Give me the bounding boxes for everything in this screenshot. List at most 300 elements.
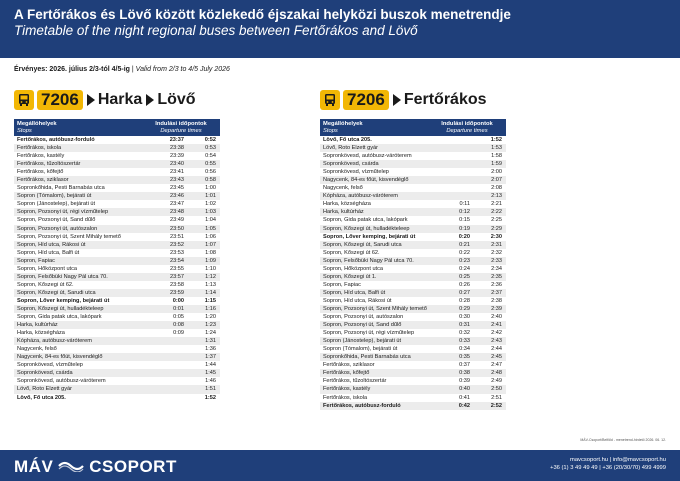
table-row (320, 361, 506, 369)
departure-time-2: 1:52 (490, 137, 502, 143)
departure-time-1: 23:41 (170, 169, 184, 176)
bus-icon (320, 90, 340, 110)
stop-name: Sopron, Kőszegi út 1. (323, 273, 377, 280)
table-row (320, 257, 506, 265)
departure-time-1: 0:39 (459, 378, 470, 385)
departure-time-2: 1:20 (205, 314, 216, 321)
departure-time-2: 2:35 (491, 273, 502, 280)
departure-time-1 (428, 168, 470, 176)
departure-time-1: 0:31 (459, 322, 470, 329)
departure-time-2: 2:34 (491, 265, 502, 272)
stop-name: Nagycenk, 84-es főút, kisvendéglő (323, 177, 409, 184)
departure-time-2: 0:53 (205, 145, 216, 152)
departure-time-1 (428, 144, 470, 152)
departure-time-2: 1:45 (205, 370, 216, 377)
times-header-hu: Indulási időpontok (441, 121, 493, 127)
contact-line-phone: +36 (1) 3 49 49 49 | +36 (20/30/70) 499 4999 (550, 465, 666, 471)
table-row (14, 192, 220, 200)
validity-english: Valid from 2/3 to 4/5 July 2026 (135, 66, 230, 73)
departure-time-1 (142, 377, 184, 385)
stop-name: Sopron, Pozsonyi út, autószalon (323, 314, 404, 321)
stop-name: Harka, kultúrház (323, 209, 364, 216)
departure-time-2: 2:22 (491, 209, 502, 216)
stop-name: Fertőrákos, kőfejtő (323, 370, 370, 377)
table-row (14, 289, 220, 297)
table-row (14, 200, 220, 208)
table-row (320, 233, 506, 241)
departure-time-2: 2:13 (491, 193, 502, 200)
table-row (14, 136, 220, 144)
route-number: 7206 (343, 90, 389, 110)
departure-time-1: 0:01 (173, 305, 184, 312)
departure-time-2: 1:01 (205, 193, 216, 200)
table-row (320, 216, 506, 224)
arrow-right-icon (146, 94, 154, 106)
mav-logo (14, 457, 177, 477)
stop-name: Sopron, Híd utca, Balfi út (17, 249, 80, 256)
departure-time-1: 0:40 (459, 386, 470, 393)
stop-name: Sopron, Kőszegi út, Sarudi utca (323, 241, 402, 248)
departure-time-1: 0:37 (459, 362, 470, 369)
table-header (320, 119, 506, 136)
stop-name: Sopron, Pozsonyi út, Sand dűlő (17, 217, 96, 224)
stop-name: Sopron, Felsőbüki Nagy Pál utca 70. (323, 257, 414, 264)
departure-time-2: 2:30 (490, 233, 502, 240)
route-direction-final: Lövő (157, 91, 196, 108)
table-row (14, 168, 220, 176)
stops-header-en: Stops (17, 128, 32, 134)
departure-time-1 (428, 184, 470, 192)
stop-name: Fertőrákos, tűzoltószertár (17, 161, 81, 168)
departure-time-2: 2:33 (491, 257, 502, 264)
departure-time-1: 23:54 (170, 257, 184, 264)
stop-name: Sopron, Felsőbüki Nagy Pál utca 70. (17, 273, 108, 280)
logo-text-left: MÁV (14, 457, 54, 476)
table-row (14, 385, 220, 393)
table-row (14, 337, 220, 345)
arrow-right-icon (87, 94, 95, 106)
timetable-left (14, 119, 220, 402)
table-row (320, 369, 506, 377)
departure-time-1: 0:20 (458, 233, 470, 240)
table-row (320, 136, 506, 144)
table-row (14, 144, 220, 152)
departure-time-1 (428, 160, 470, 168)
stop-name: Sopron, Fapiac (17, 257, 55, 264)
departure-time-2: 1:36 (205, 346, 216, 353)
stop-name: Lövő, Roto Elzett gyár (17, 386, 73, 393)
departure-time-2: 2:07 (491, 177, 502, 184)
table-row (320, 321, 506, 329)
print-note: MÁV-Csoport/Belföld - menetrend-hirdető 2026. 06. 12. (580, 438, 666, 442)
departure-time-2: 0:56 (205, 169, 216, 176)
table-row (320, 377, 506, 385)
departure-time-2: 2:25 (491, 217, 502, 224)
stop-name: Fertőrákos, sziklasor (323, 362, 375, 369)
times-header (142, 119, 220, 136)
table-row (14, 281, 220, 289)
title-hungarian: A Fertőrákos és Lövő között közlekedő éjszakai helyközi buszok menetrendje (14, 7, 511, 22)
departure-time-1 (142, 369, 184, 377)
departure-time-1: 23:40 (170, 161, 184, 168)
stop-name: Lövő, Roto Elzett gyár (323, 145, 379, 152)
departure-time-1: 23:46 (170, 193, 184, 200)
stop-name: Sopron (Tómalom), bejárati út (323, 346, 398, 353)
times-header-en: Departure times (446, 128, 488, 134)
departure-time-1: 0:30 (459, 314, 470, 321)
departure-time-2: 2:45 (491, 354, 502, 361)
departure-time-1: 0:12 (459, 209, 470, 216)
departure-time-2: 1:37 (205, 354, 216, 361)
stop-name: Sopronkövesd, vízműtelep (17, 362, 83, 369)
stop-name: Sopron, Kőszegi út 62. (323, 249, 380, 256)
departure-time-2: 1:07 (205, 241, 216, 248)
stop-name: Fertőrákos, autóbusz-forduló (17, 137, 95, 143)
stop-name: Sopron, Pozsonyi út, Szent Mihály temető (17, 233, 121, 240)
departure-time-2: 1:31 (205, 338, 216, 345)
departure-time-2: 1:03 (205, 209, 216, 216)
departure-time-2: 0:55 (205, 161, 216, 168)
stop-name: Sopron (Jánostelep), bejárati út (323, 338, 402, 345)
table-row (320, 176, 506, 184)
departure-time-2: 1:06 (205, 233, 216, 240)
departure-time-1: 23:38 (170, 145, 184, 152)
stop-name: Sopron, Pozsonyi út, régi vízműtelep (17, 209, 109, 216)
departure-time-2: 2:29 (491, 225, 502, 232)
title-english: Timetable of the night regional buses between Fertőrákos and Lövő (14, 23, 418, 38)
table-row (320, 144, 506, 152)
departure-time-2: 2:50 (491, 386, 502, 393)
stops-header-hu: Megállóhelyek (17, 121, 57, 127)
stop-name: Lövő, Fő utca 205. (17, 394, 66, 401)
departure-time-1: 23:50 (170, 225, 184, 232)
departure-time-1: 23:48 (170, 209, 184, 216)
stop-name: Sopronkőhida, Pesti Barnabás utca (323, 354, 411, 361)
stop-name: Sopron, Fapiac (323, 281, 361, 288)
stop-name: Sopron, Kőszegi út, Sarudi utca (17, 289, 96, 296)
logo-text-right: CSOPORT (89, 457, 177, 476)
stop-name: Sopron, Hőközpont utca (17, 265, 78, 272)
departure-time-2: 2:48 (491, 370, 502, 377)
departure-time-1: 23:49 (170, 217, 184, 224)
departure-time-1: 0:42 (458, 402, 470, 409)
stop-name: Harka, községháza (17, 330, 65, 337)
stop-name: Sopron, Kőszegi út, hulladékteleep (17, 305, 104, 312)
route-number: 7206 (37, 90, 83, 110)
stop-name: Nagycenk, felső (17, 346, 57, 353)
departure-time-2: 1:24 (205, 330, 216, 337)
stop-name: Kópháza, autóbusz-váróterem (323, 193, 398, 200)
table-row (320, 297, 506, 305)
stop-name: Sopron, Pozsonyi út, régi vízműtelep (323, 330, 415, 337)
departure-time-1: 0:05 (173, 314, 184, 321)
departure-time-2: 2:32 (491, 249, 502, 256)
departure-time-1: 0:15 (459, 217, 470, 224)
table-row (14, 208, 220, 216)
stop-name: Sopron, Hőközpont utca (323, 265, 384, 272)
departure-time-1: 0:23 (459, 257, 470, 264)
table-row (14, 313, 220, 321)
stops-header (320, 119, 428, 136)
times-header (428, 119, 506, 136)
departure-time-1: 23:37 (169, 137, 184, 143)
page-footer (0, 450, 680, 481)
stop-name: Fertőrákos, tűzoltószertár (323, 378, 387, 385)
departure-time-2: 2:42 (491, 330, 502, 337)
departure-time-2: 0:52 (204, 137, 216, 143)
stops-header (14, 119, 142, 136)
departure-time-2: 1:05 (205, 225, 216, 232)
table-row (320, 152, 506, 160)
stop-name: Sopron, Pozsonyi út, Sand dűlő (323, 322, 402, 329)
contact-line-web[interactable]: mavcsoport.hu | info@mavcsoport.hu (570, 457, 666, 463)
validity-hungarian: Érvényes: 2026. július 2/3-tól 4/5-ig (14, 66, 130, 73)
departure-time-2: 2:49 (491, 378, 502, 385)
stop-name: Harka, községháza (323, 201, 371, 208)
table-row (14, 394, 220, 402)
departure-time-1 (428, 176, 470, 184)
table-row (14, 249, 220, 257)
table-row (14, 321, 220, 329)
stop-name: Sopron, Híd utca, Balfi út (323, 289, 386, 296)
departure-time-1: 23:47 (170, 201, 184, 208)
departure-time-2: 1:08 (205, 249, 216, 256)
table-row (320, 265, 506, 273)
departure-time-1: 0:19 (459, 225, 470, 232)
stop-name: Sopron, Híd utca, Rákosi út (323, 297, 392, 304)
departure-time-2: 1:51 (205, 386, 216, 393)
arrow-right-icon (393, 94, 401, 106)
table-row (14, 353, 220, 361)
departure-time-2: 1:14 (205, 289, 216, 296)
departure-time-1: 0:21 (459, 241, 470, 248)
departure-time-1: 0:24 (459, 265, 470, 272)
stop-name: Lövő, Fő utca 205. (323, 137, 372, 143)
departure-time-2: 2:44 (491, 346, 502, 353)
timetable-right (320, 119, 506, 410)
departure-time-2: 1:09 (205, 257, 216, 264)
table-row (14, 225, 220, 233)
stop-name: Sopron, Kőszegi út 62. (17, 281, 74, 288)
departure-time-2: 2:43 (491, 338, 502, 345)
departure-time-1: 0:27 (459, 289, 470, 296)
table-row (14, 345, 220, 353)
departure-time-2: 2:52 (490, 402, 502, 409)
departure-time-1 (142, 385, 184, 393)
departure-time-1: 0:33 (459, 338, 470, 345)
departure-time-1 (142, 361, 184, 369)
table-row (320, 192, 506, 200)
departure-time-1 (428, 136, 470, 144)
departure-time-2: 1:59 (491, 161, 502, 168)
table-row (14, 361, 220, 369)
departure-time-2: 2:40 (491, 314, 502, 321)
table-row (320, 200, 506, 208)
stop-name: Nagycenk, felső (323, 185, 363, 192)
departure-time-1: 0:11 (459, 201, 470, 208)
times-header-hu: Indulási időpontok (155, 121, 207, 127)
route-direction: Harka (97, 91, 143, 108)
stop-name: Sopronkövesd, autóbusz-váróterem (17, 378, 106, 385)
table-row (320, 273, 506, 281)
departure-time-1: 0:41 (459, 394, 470, 401)
route-header-right (320, 89, 487, 111)
table-row (320, 241, 506, 249)
table-row (14, 297, 220, 305)
stops-header-en: Stops (323, 128, 338, 134)
stop-name: Sopron (Tómalom), bejárati út (17, 193, 92, 200)
departure-time-1: 23:52 (170, 241, 184, 248)
departure-time-1: 23:57 (170, 273, 184, 280)
departure-time-2: 1:15 (204, 297, 216, 304)
table-row (14, 160, 220, 168)
departure-time-2: 2:38 (491, 297, 502, 304)
departure-time-1: 23:39 (170, 153, 184, 160)
departure-time-2: 1:53 (491, 145, 502, 152)
table-row (320, 184, 506, 192)
contact-info (550, 456, 666, 472)
table-row (14, 369, 220, 377)
table-row (320, 305, 506, 313)
table-body (320, 136, 506, 410)
departure-time-2: 2:51 (491, 394, 502, 401)
table-row (14, 273, 220, 281)
departure-time-2: 2:21 (491, 201, 502, 208)
table-row (14, 233, 220, 241)
table-row (320, 402, 506, 410)
mav-logo-icon (58, 457, 84, 477)
table-row (320, 345, 506, 353)
table-row (320, 353, 506, 361)
table-row (14, 176, 220, 184)
table-row (320, 225, 506, 233)
departure-time-1: 0:09 (173, 330, 184, 337)
departure-time-2: 2:37 (491, 289, 502, 296)
stop-name: Fertőrákos, kastély (17, 153, 65, 160)
departure-time-1: 0:28 (459, 297, 470, 304)
departure-time-2: 1:12 (205, 273, 216, 280)
route-direction: Fertőrákos (403, 91, 487, 108)
departure-time-2: 2:41 (491, 322, 502, 329)
departure-time-1: 23:51 (170, 233, 184, 240)
departure-time-2: 1:44 (205, 362, 216, 369)
departure-time-2: 2:08 (491, 185, 502, 192)
table-row (320, 168, 506, 176)
stop-name: Sopron, Híd utca, Rákosi út (17, 241, 86, 248)
departure-time-2: 1:16 (205, 305, 216, 312)
departure-time-2: 2:39 (491, 305, 502, 312)
stop-name: Sopronkövesd, csárda (17, 370, 73, 377)
stop-name: Fertőrákos, autóbusz-forduló (323, 402, 401, 409)
departure-time-1: 0:29 (459, 305, 470, 312)
departure-time-2: 1:58 (491, 153, 502, 160)
stop-name: Sopron, Pozsonyi út, Szent Mihály temető (323, 305, 427, 312)
stop-name: Sopron, Lőver kemping, bejárati út (323, 233, 416, 240)
departure-time-1: 0:35 (459, 354, 470, 361)
departure-time-1: 23:53 (170, 249, 184, 256)
stop-name: Sopron (Jánostelep), bejárati út (17, 201, 96, 208)
table-row (320, 208, 506, 216)
table-row (320, 160, 506, 168)
stop-name: Sopron, Gida patak utca, lakópark (323, 217, 408, 224)
departure-time-2: 2:31 (491, 241, 502, 248)
departure-time-1: 0:08 (173, 322, 184, 329)
validity-separator: | (129, 66, 136, 73)
stops-header-hu: Megállóhelyek (323, 121, 363, 127)
departure-time-1: 0:26 (459, 281, 470, 288)
departure-time-2: 1:46 (205, 378, 216, 385)
table-row (320, 249, 506, 257)
table-header (14, 119, 220, 136)
departure-time-1 (428, 192, 470, 200)
departure-time-1: 0:38 (459, 370, 470, 377)
table-row (14, 184, 220, 192)
departure-time-2: 1:04 (205, 217, 216, 224)
departure-time-2: 1:13 (205, 281, 216, 288)
stop-name: Kópháza, autóbusz-váróterem (17, 338, 92, 345)
departure-time-1 (142, 353, 184, 361)
page-header (0, 0, 680, 58)
table-row (320, 329, 506, 337)
route-header-left (14, 89, 196, 111)
stop-name: Fertőrákos, iskola (323, 394, 368, 401)
stop-name: Sopronkövesd, autóbusz-váróterem (323, 153, 412, 160)
departure-time-1: 0:22 (459, 249, 470, 256)
departure-time-1: 0:34 (459, 346, 470, 353)
table-row (14, 152, 220, 160)
table-row (14, 265, 220, 273)
departure-time-2: 2:47 (491, 362, 502, 369)
departure-time-2: 1:00 (205, 185, 216, 192)
departure-time-2: 1:52 (204, 394, 216, 401)
table-row (14, 329, 220, 337)
departure-time-2: 0:54 (205, 153, 216, 160)
departure-time-2: 1:23 (205, 322, 216, 329)
table-row (14, 377, 220, 385)
stop-name: Fertőrákos, kastély (323, 386, 371, 393)
departure-time-1: 0:32 (459, 330, 470, 337)
stop-name: Sopron, Lőver kemping, bejárati út (17, 297, 110, 304)
departure-time-1 (142, 345, 184, 353)
departure-time-1: 0:00 (172, 297, 184, 304)
departure-time-2: 1:10 (205, 265, 216, 272)
table-row (14, 216, 220, 224)
table-row (320, 281, 506, 289)
stop-name: Sopronkövesd, vízműtelep (323, 169, 389, 176)
departure-time-2: 0:58 (205, 177, 216, 184)
table-row (320, 289, 506, 297)
stop-name: Nagycenk, 84-es főút, kisvendéglő (17, 354, 103, 361)
stop-name: Sopron, Kőszegi út, hulladékteleep (323, 225, 410, 232)
departure-time-2: 1:02 (205, 201, 216, 208)
departure-time-1: 23:58 (170, 281, 184, 288)
departure-time-1: 23:59 (170, 289, 184, 296)
table-row (320, 394, 506, 402)
stop-name: Fertőrákos, iskola (17, 145, 62, 152)
table-row (14, 241, 220, 249)
departure-time-1: 0:25 (459, 273, 470, 280)
departure-time-1: 23:43 (170, 177, 184, 184)
validity-line (14, 66, 230, 73)
stop-name: Fertőrákos, kőfejtő (17, 169, 64, 176)
stop-name: Sopron, Gida patak utca, lakópark (17, 314, 102, 321)
table-row (14, 305, 220, 313)
bus-icon (14, 90, 34, 110)
departure-time-1 (142, 394, 184, 402)
table-row (14, 257, 220, 265)
stop-name: Sopronkőhida, Pesti Barnabás utca (17, 185, 105, 192)
stop-name: Sopronkövesd, csárda (323, 161, 379, 168)
